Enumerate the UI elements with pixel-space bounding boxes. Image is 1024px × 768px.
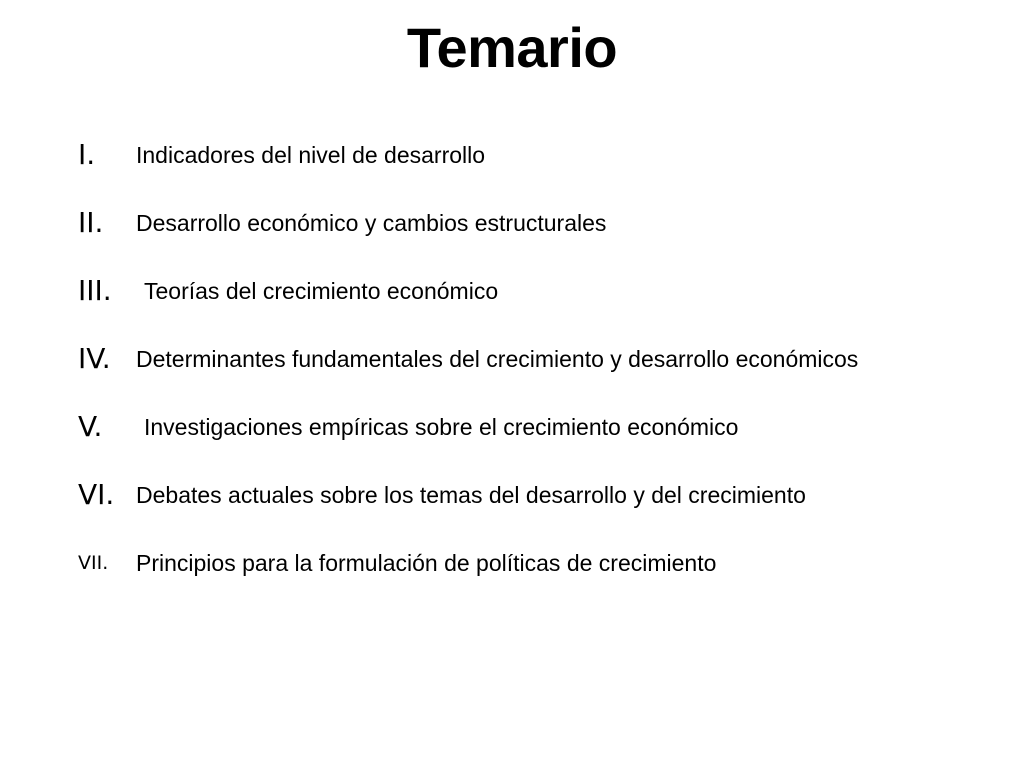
list-item <box>78 478 978 511</box>
list-item <box>78 342 978 375</box>
item-numeral: II. <box>78 206 104 239</box>
item-text: Principios para la formulación de políticas de crecimiento <box>136 550 717 576</box>
topic-list <box>78 138 978 576</box>
item-numeral: IV. <box>78 342 111 375</box>
item-numeral: III. <box>78 274 112 307</box>
list-item <box>78 274 978 307</box>
list-item <box>78 550 978 576</box>
item-text: Teorías del crecimiento económico <box>144 278 499 304</box>
slide-title: Temario <box>406 16 618 79</box>
item-numeral: VI. <box>78 478 115 511</box>
item-text: Investigaciones empíricas sobre el crecimiento económico <box>144 414 739 440</box>
item-text: Indicadores del nivel de desarrollo <box>136 142 486 168</box>
item-text: Determinantes fundamentales del crecimiento y desarrollo económicos <box>136 346 859 372</box>
list-item <box>78 138 978 171</box>
list-item <box>78 410 978 443</box>
item-numeral: VII. <box>78 552 109 574</box>
item-numeral: V. <box>78 410 103 443</box>
item-text: Debates actuales sobre los temas del desarrollo y del crecimiento <box>136 482 806 508</box>
item-numeral: I. <box>78 138 96 171</box>
list-item <box>78 206 978 239</box>
item-text: Desarrollo económico y cambios estructurales <box>136 210 607 236</box>
